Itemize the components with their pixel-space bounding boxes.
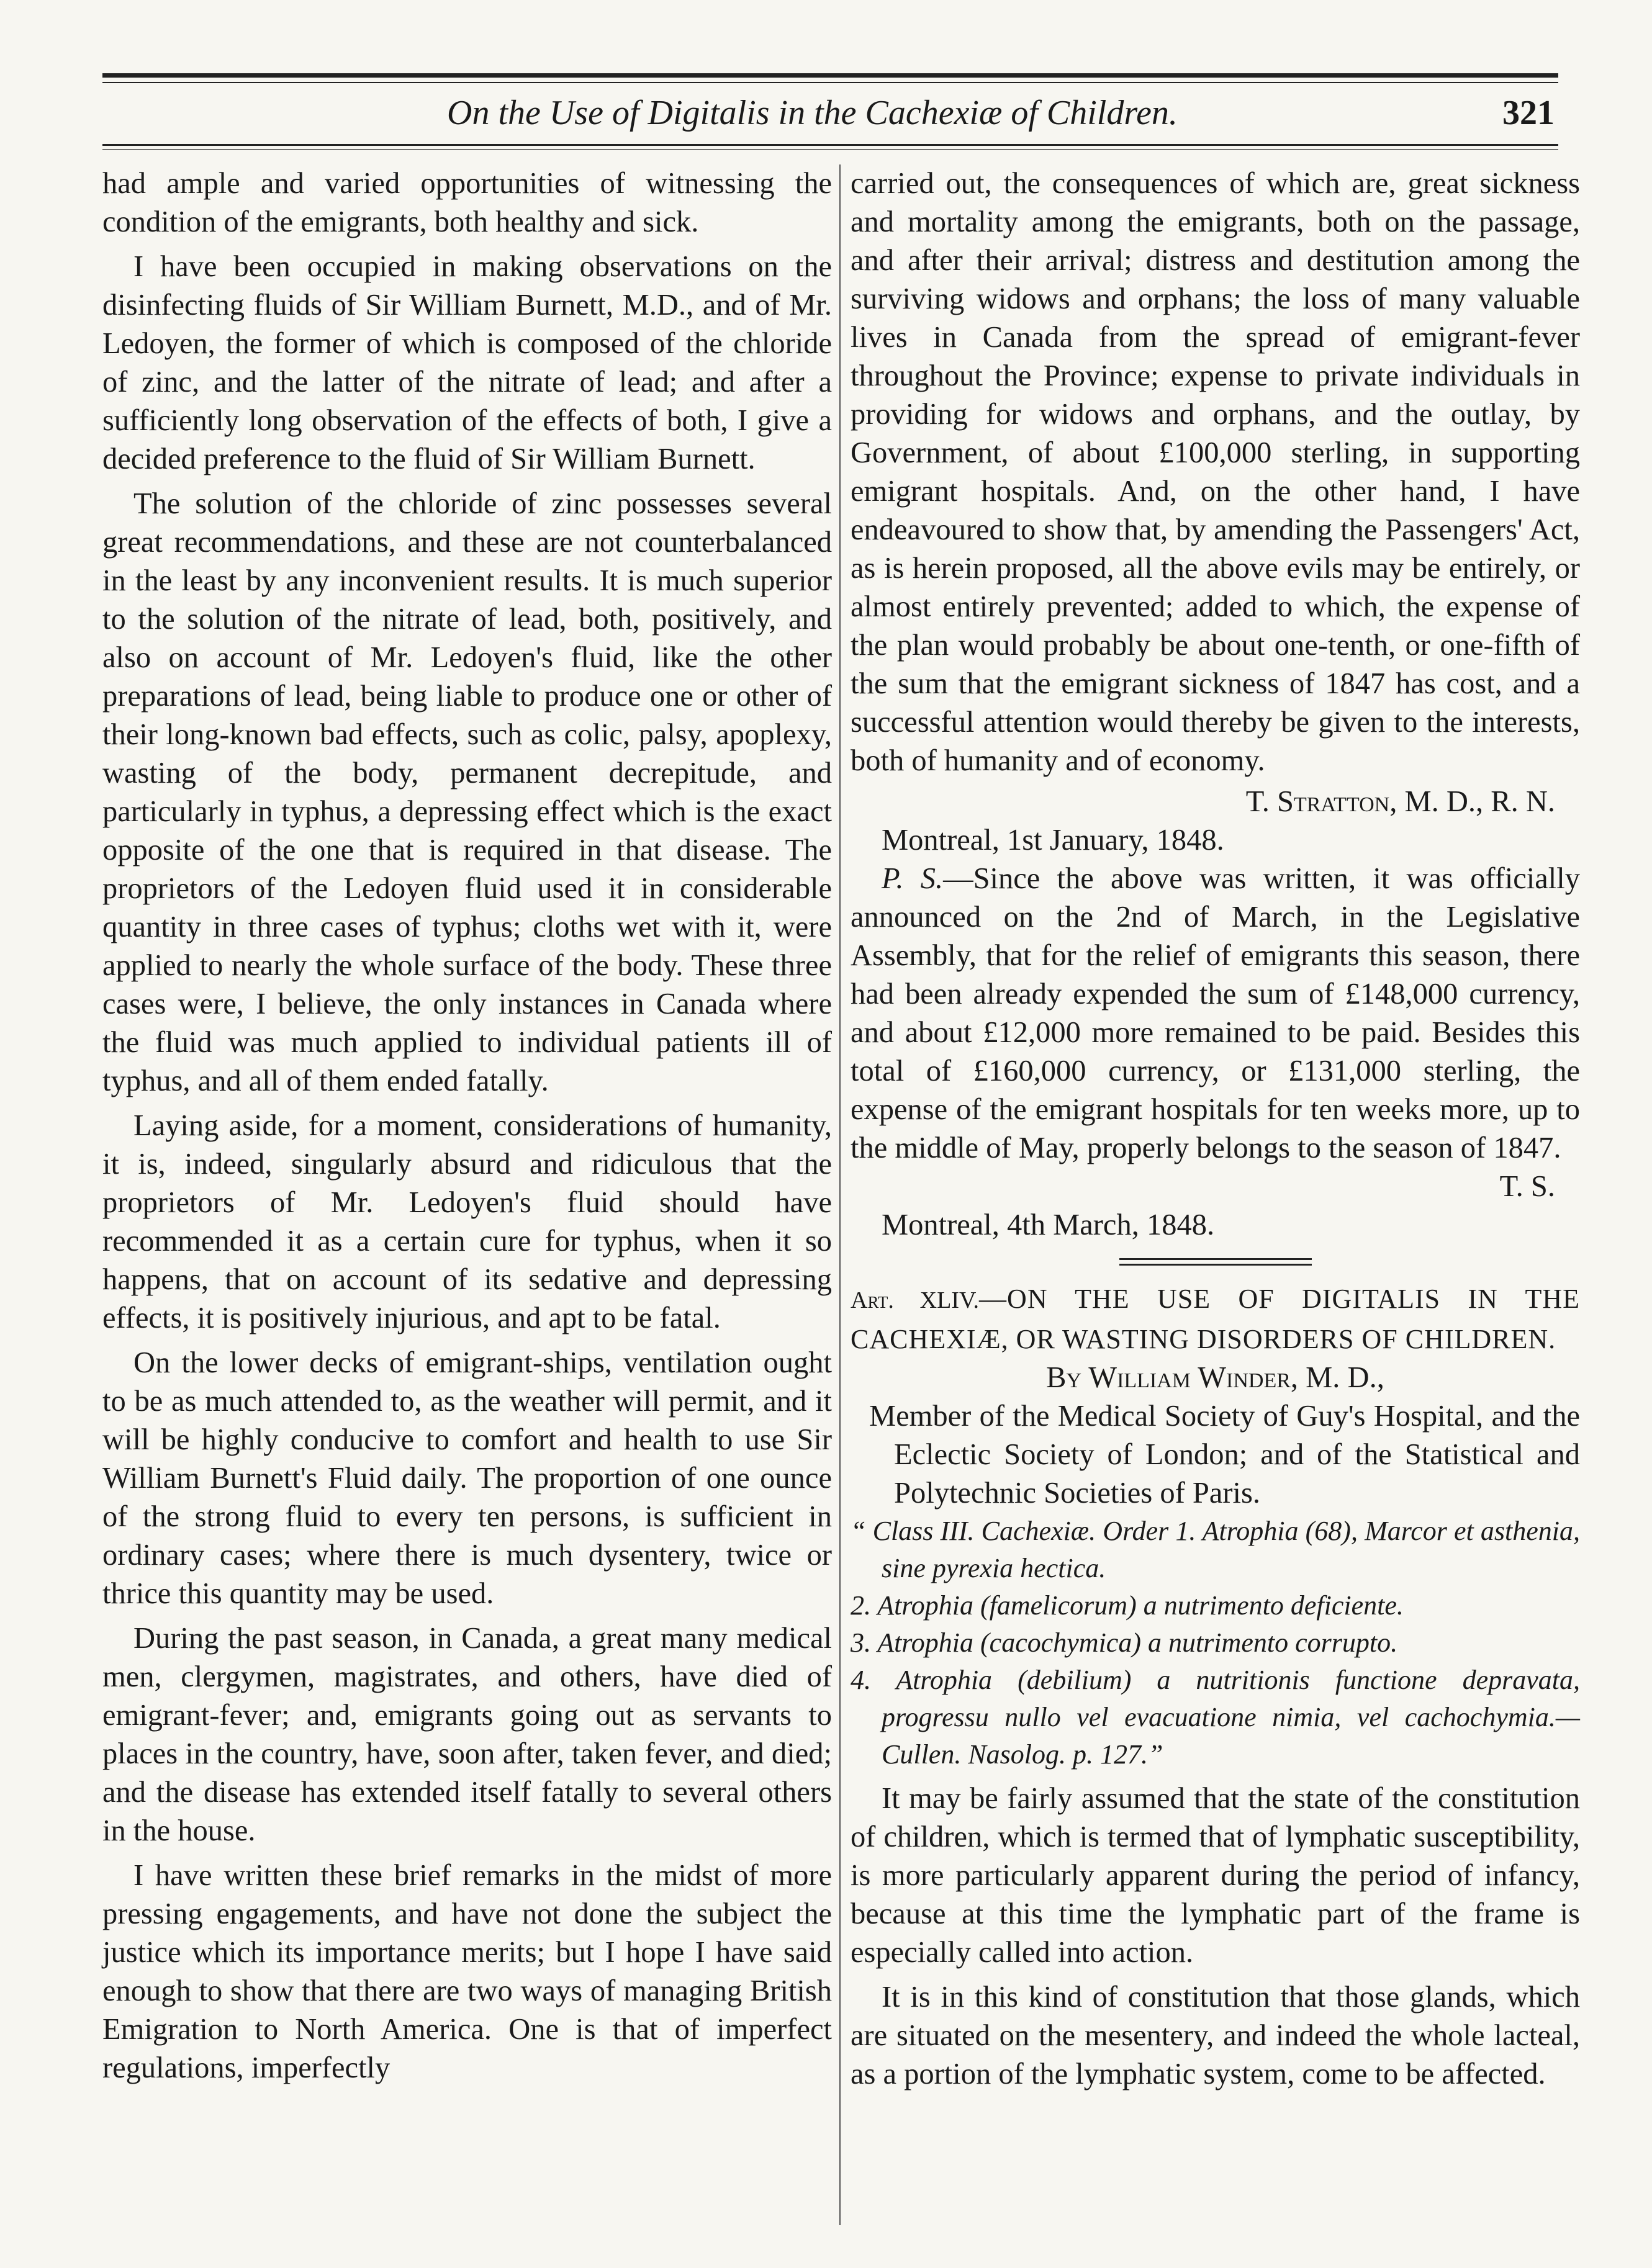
paragraph: During the past season, in Canada, a great many medical men, clergymen, magistrates, and others, have died of emigrant-fever; and, emigrants going out as servants to places in the country, have, soon after, taken fever, and died; and the disease has extended itself fatally to several others in the house. <box>102 1622 832 1847</box>
header-bottom-rule-2 <box>102 149 1558 150</box>
page-number: 321 <box>1502 94 1555 132</box>
ps-signoff <box>851 1168 1580 1206</box>
author-signature: T. Stratton, M. D., R. N. <box>1245 785 1555 818</box>
paragraph: Laying aside, for a moment, considerations of humanity, it is, indeed, singularly absurd and ridiculous that the proprietors of Mr. Ledoyen's fluid should have recommended it as a certain cure for typhus, when it so happens, that on account of its sedative and depressing effects, it is positively injurious, and apt to be fatal. <box>102 1109 832 1334</box>
paragraph: On the lower decks of emigrant-ships, ventilation ought to be as much attended to, as the weather will permit, and it will be highly conducive to comfort and health to use Sir William Burnett's Fluid daily. The proportion of one ounce of the strong fluid to every ten persons, is sufficient in ordinary cases; where there is much dysentery, twice or thrice this quantity may be used. <box>102 1346 832 1610</box>
paragraph: had ample and varied opportunities of witnessing the condition of the emigrants, both healthy and sick. <box>102 167 832 238</box>
running-title: On the Use of Digitalis in the Cachexiæ of Children. <box>447 94 1178 132</box>
article-title-text: —ON THE USE OF DIGITALIS IN THE CACHEXIÆ, OR WASTING DISORDERS OF CHILDREN. <box>851 1284 1580 1354</box>
author-affiliation: Member of the Medical Society of Guy's Hospital, and the Eclectic Society of London; and of the Statistical and Polytechnic Societies of Paris. <box>869 1400 1580 1510</box>
postscript <box>851 860 1580 1168</box>
ps-text: —Since the above was written, it was officially announced on the 2nd of March, in the Legislative Assembly, that for the relief of emigrants this season, there had been already expended the sum of £148,000 currency, and about £12,000 more remained to be paid. Besides this total of £160,000 currency, or £131,000 sterling, the expense of the emigrant hospitals for ten weeks more, up to the middle of May, properly belongs to the season of 1847. <box>851 862 1580 1164</box>
header-bottom-rule <box>102 144 1558 146</box>
paragraph: I have written these brief remarks in the midst of more pressing engagements, and have not done the subject the justice which its importance merits; but I hope I have said enough to show that there are two ways of managing British Emigration to North America. One is that of imperfect regulations, imperfectly <box>102 1859 832 2084</box>
article-title <box>851 1279 1580 1359</box>
date-line: Montreal, 1st January, 1848. <box>882 824 1224 857</box>
paragraph: carried out, the consequences of which are, great sickness and mortality among the emigrants, both on the passage, and after their arrival; distress and destitution among the surviving widows and orphans; the loss of many valuable lives in Canada from the spread of emigrant-fever throughout the Province; expense to private individuals in providing for widows and orphans, and the outlay, by Government, of about £100,000 sterling, in supporting emigrant hospitals. And, on the other hand, I have endeavoured to show that, by amending the Passengers' Act, as is herein proposed, all the above evils may be entirely, or almost entirely prevented; added to which, the expense of the plan would probably be about one-tenth, or one-fifth of the sum that the emigrant sickness of 1847 has cost, and a successful attention would thereby be given to the interests, both of humanity and of economy. <box>851 167 1580 777</box>
date-line: Montreal, 4th March, 1848. <box>882 1208 1215 1241</box>
quote-line: 2. Atrophia (famelicorum) a nutrimento deficiente. <box>851 1590 1404 1621</box>
ps-initials: T. S. <box>1499 1170 1555 1203</box>
article-label: Art. XLIV. <box>851 1287 980 1313</box>
quote-line: 4. Atrophia (debilium) a nutritionis functione depravata, progressu nullo vel evacuatione nimia, vel cachochymia.— Cullen. Nasolog. p. 127.” <box>851 1665 1580 1770</box>
top-thick-rule <box>102 73 1558 78</box>
epigraph-quote <box>851 1513 1580 1773</box>
ps-label: P. S. <box>882 862 944 895</box>
article-byline: By William Winder, M. D., <box>1046 1361 1384 1394</box>
quote-line: 3. Atrophia (cacochymica) a nutrimento corrupto. <box>851 1627 1398 1658</box>
top-thin-rule <box>102 82 1558 83</box>
paragraph: The solution of the chloride of zinc possesses several great recommendations, and these are not counterbalanced in the least by any inconvenient results. It is much superior to the solution of the nitrate of lead, both, positively, and also on account of Mr. Ledoyen's fluid, like the other preparations of lead, being liable to produce one or other of their long-known bad effects, such as colic, palsy, apoplexy, wasting of the body, permanent decrepitude, and particularly in typhus, a depressing effect which is the exact opposite of the one that is required in that disease. The proprietors of the Ledoyen fluid used it in considerable quantity in three cases of typhus; cloths wet with it, were applied to nearly the whole surface of the body. These three cases were, I believe, the only instances in Canada where the fluid was much applied to individual patients ill of typhus, and all of them ended fatally. <box>102 487 832 1097</box>
paragraph: It is in this kind of constitution that those glands, which are situated on the mesentery, and indeed the whole lacteal, as a portion of the lymphatic system, come to be affected. <box>851 1981 1580 2090</box>
paragraph: It may be fairly assumed that the state of the constitution of children, which is termed that of lymphatic susceptibility, is more particularly apparent during the period of infancy, because at this time the lymphatic part of the frame is especially called into action. <box>851 1782 1580 1969</box>
section-separator <box>1119 1258 1312 1266</box>
quote-line: “ Class III. Cachexiæ. Order 1. Atrophia (68), Marcor et asthenia, sine pyrexia hectica. <box>851 1516 1580 1583</box>
right-column <box>851 164 1580 2094</box>
paragraph: I have been occupied in making observations on the disinfecting fluids of Sir William Burnett, M.D., and of Mr. Ledoyen, the former of which is composed of the chloride of zinc, and the latter of the nitrate of lead; and after a sufficiently long observation of the effects of both, I give a decided preference to the fluid of Sir William Burnett. <box>102 250 832 475</box>
left-column <box>102 164 832 2087</box>
column-divider <box>839 164 841 2225</box>
